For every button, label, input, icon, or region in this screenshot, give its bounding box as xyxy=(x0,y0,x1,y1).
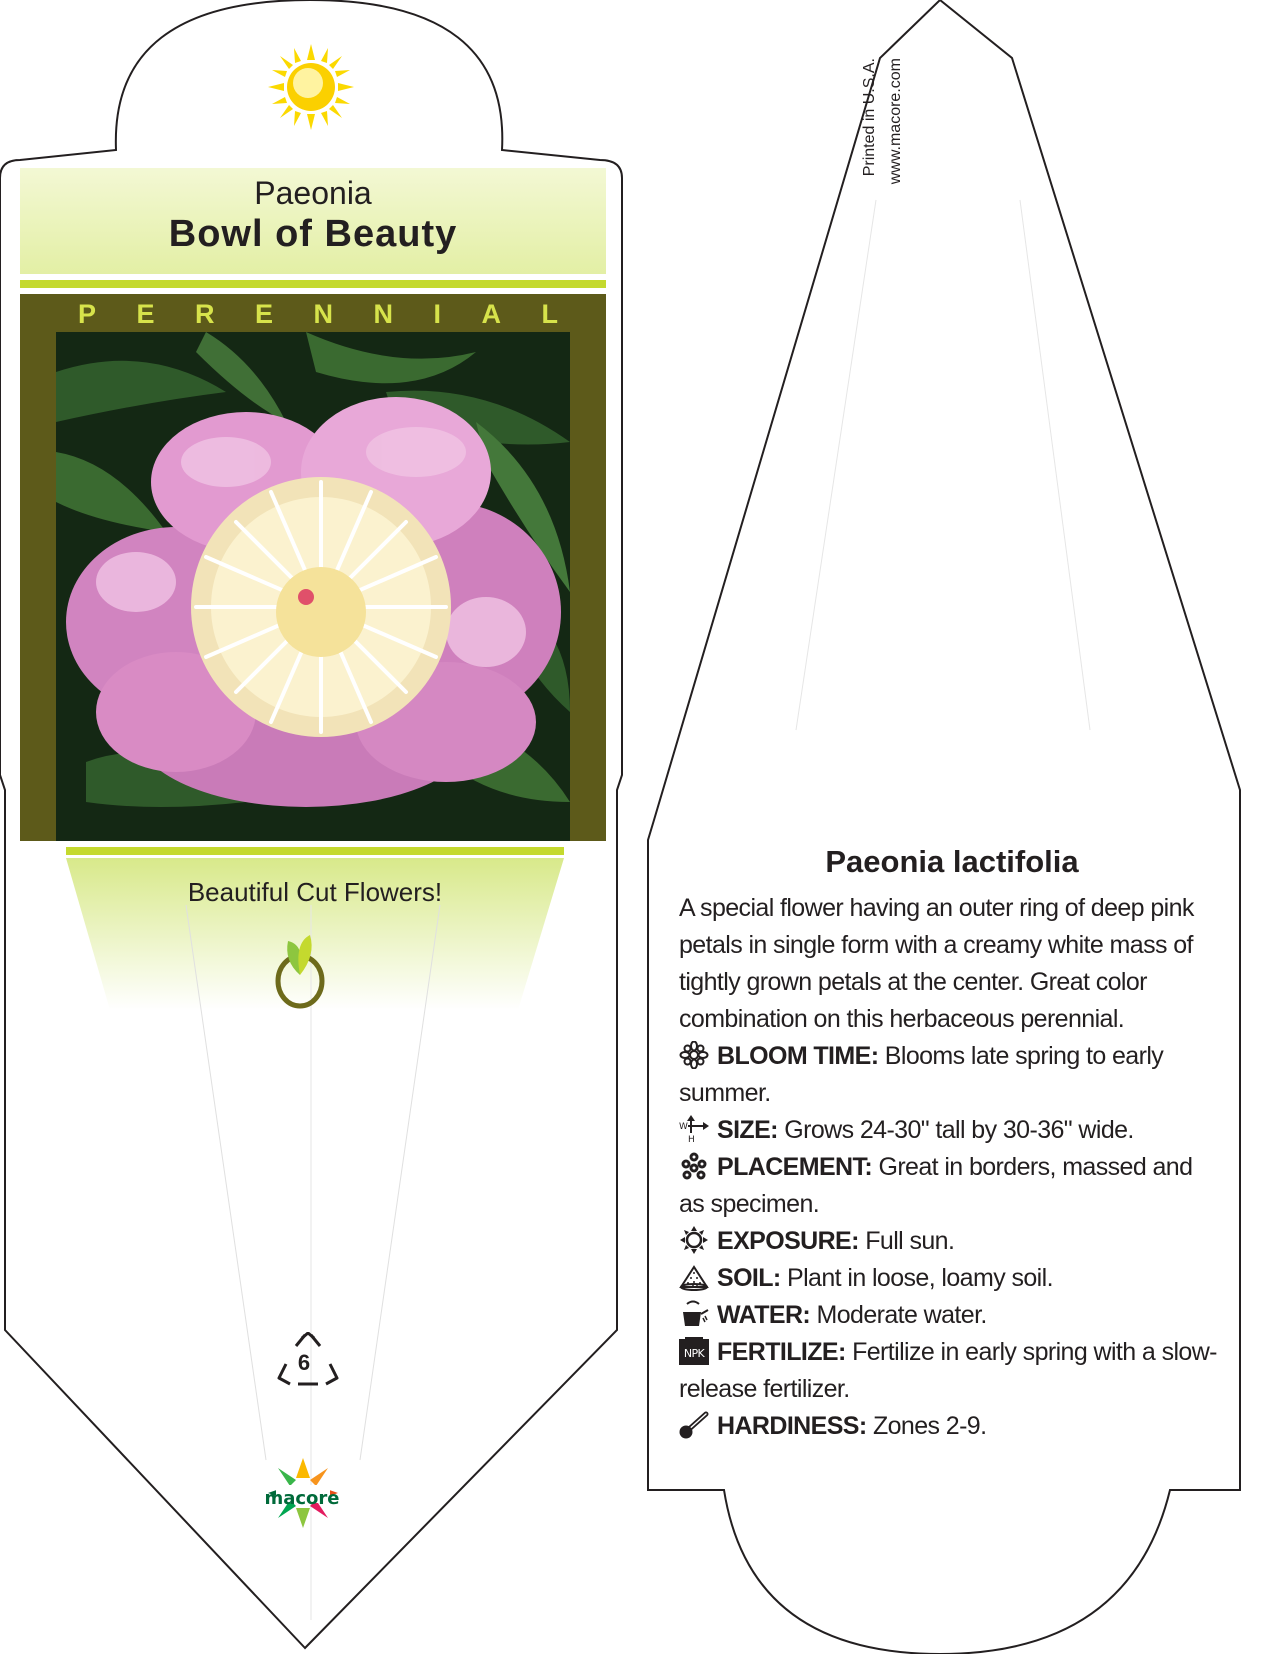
fertilize-icon-text: NPK xyxy=(683,1347,705,1360)
category-letter: N xyxy=(313,299,333,329)
care-text: Zones 2-9. xyxy=(872,1412,987,1440)
category-letter: A xyxy=(481,299,501,329)
category-letter: N xyxy=(373,299,393,329)
care-row-bloom-time xyxy=(679,1038,1219,1112)
species-title: Paeonia lactifolia xyxy=(825,844,1079,879)
care-text: Full sun. xyxy=(865,1227,955,1255)
care-label: SIZE: xyxy=(717,1116,778,1144)
care-text: Moderate water. xyxy=(816,1301,987,1329)
plant-category xyxy=(20,297,606,331)
divider-rule xyxy=(20,280,606,288)
care-label: EXPOSURE: xyxy=(717,1227,859,1255)
care-label: BLOOM TIME: xyxy=(717,1042,879,1070)
fertilize-icon xyxy=(679,1337,709,1365)
peony-photo xyxy=(56,332,570,841)
care-label: SOIL: xyxy=(717,1264,781,1292)
category-letter: E xyxy=(136,299,155,329)
recycle-code: 6 xyxy=(297,1350,311,1375)
care-label: HARDINESS: xyxy=(717,1412,867,1440)
hardiness-icon xyxy=(679,1411,709,1439)
plant-genus: Paeonia xyxy=(254,175,372,211)
care-row-hardiness xyxy=(679,1408,1219,1445)
placement-icon xyxy=(679,1152,709,1180)
category-letter: R xyxy=(195,299,215,329)
care-info xyxy=(679,890,1219,1445)
care-row-soil xyxy=(679,1260,1219,1297)
care-row-size xyxy=(679,1112,1219,1149)
care-text: Plant in loose, loamy soil. xyxy=(787,1264,1053,1292)
category-letter: E xyxy=(254,299,273,329)
category-letter: P xyxy=(78,299,97,329)
care-text: Blooms late spring to early summer. xyxy=(679,1042,1164,1107)
size-icon-h-text: H xyxy=(688,1135,695,1143)
care-row-exposure xyxy=(679,1223,1219,1260)
plant-cultivar: Bowl of Beauty xyxy=(168,213,458,255)
tagline: Beautiful Cut Flowers! xyxy=(187,877,443,907)
website-text: www.macore.com xyxy=(887,58,904,185)
bloom-icon xyxy=(679,1041,709,1069)
plant-description: A special flower having an outer ring of deep pink petals in single form with a creamy white mass of tightly grown petals at the center. Great color combination on this herbaceous perennial. xyxy=(679,894,1194,1033)
water-icon xyxy=(679,1300,709,1328)
care-label: FERTILIZE: xyxy=(717,1338,846,1366)
care-row-placement xyxy=(679,1149,1219,1223)
care-label: WATER: xyxy=(717,1301,811,1329)
size-icon xyxy=(679,1115,709,1143)
soil-icon xyxy=(679,1263,709,1291)
category-letter: L xyxy=(541,299,558,329)
brand-name: macore xyxy=(264,1488,340,1509)
care-label: PLACEMENT: xyxy=(717,1153,873,1181)
exposure-icon xyxy=(679,1226,709,1254)
divider-rule xyxy=(66,847,564,855)
care-row-water xyxy=(679,1297,1219,1334)
category-letter: I xyxy=(433,299,441,329)
printed-in-text: Printed in U.S.A. xyxy=(861,58,878,177)
care-row-fertilize xyxy=(679,1334,1219,1408)
full-sun-icon xyxy=(268,44,354,130)
growth-sprout-icon xyxy=(270,925,330,1009)
care-text: Fertilize in early spring with a slow-release fertilizer. xyxy=(679,1338,1217,1403)
care-text: Grows 24-30" tall by 30-36" wide. xyxy=(784,1116,1134,1144)
size-icon-w-text: W xyxy=(679,1122,688,1132)
care-text: Great in borders, massed and as specimen. xyxy=(679,1153,1193,1218)
